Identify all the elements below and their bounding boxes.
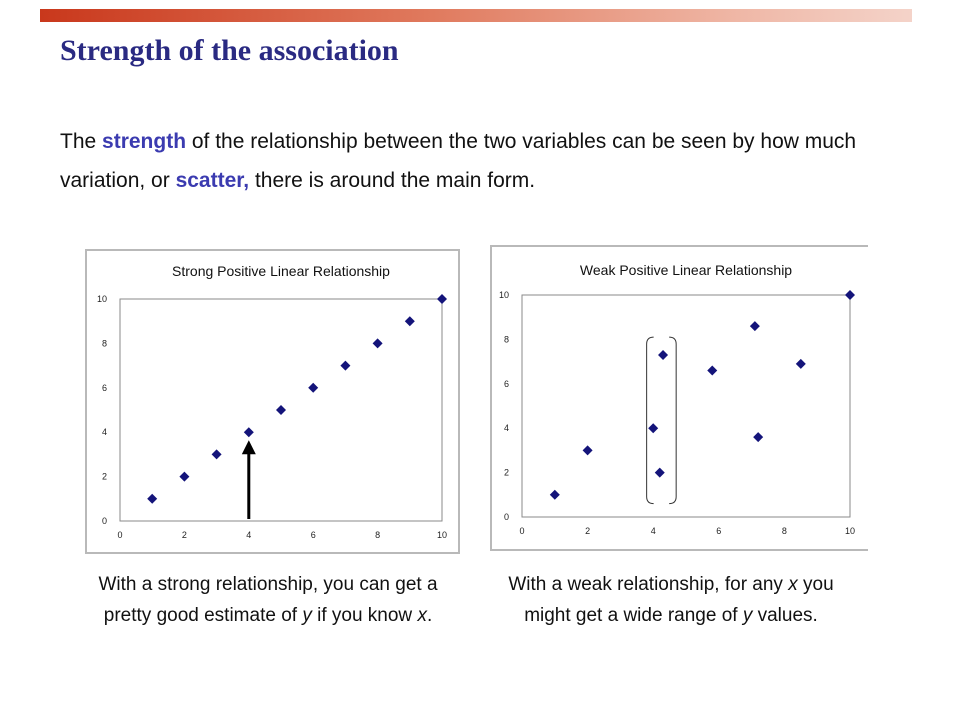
data-point [276,405,286,415]
data-point [658,350,668,360]
x-tick-label: 8 [375,530,381,540]
data-point [405,316,415,326]
y-tick-label: 4 [503,423,509,434]
data-point [437,294,447,304]
y-tick-label: 10 [498,290,509,300]
x-tick-label: 2 [585,526,591,536]
caption-weak-var-x: x [788,574,798,595]
x-tick-label: 6 [716,526,722,536]
caption-strong-part-1: With a strong relationship, you can get a pretty good estimate of [98,574,438,626]
strong-relationship-chart [85,249,460,554]
data-point [308,383,318,393]
data-point [550,490,560,500]
decorative-top-bar [40,9,912,22]
chart-title: Weak Positive Linear Relationship [579,262,793,278]
data-point [244,427,254,437]
caption-weak-part-2: you might get a wide range of [524,574,834,626]
y-tick-label: 2 [101,471,107,482]
y-tick-label: 0 [503,512,509,522]
data-point [750,321,760,331]
data-point [648,423,658,433]
body-paragraph [60,122,920,200]
data-point [707,365,717,375]
x-tick-label: 4 [246,530,252,540]
highlight-scatter: scatter, [175,169,250,192]
data-point [583,445,593,455]
highlight-strength: strength [102,130,187,153]
data-point [796,359,806,369]
x-tick-label: 2 [181,530,187,540]
data-point [373,338,383,348]
y-tick-label: 6 [503,378,509,389]
caption-strong-var-y: y [302,605,312,626]
y-tick-label: 6 [101,382,107,393]
data-point [655,468,665,478]
caption-strong-part-3: . [426,605,433,626]
slide-title: Strength of the association [60,34,399,67]
caption-strong-var-x: x [417,605,427,626]
data-point [147,494,157,504]
body-text-2: of the relationship between the two variables can be seen by how much variation, or [60,130,857,192]
data-point [845,290,855,300]
y-tick-label: 4 [101,427,107,438]
data-point [212,449,222,459]
x-tick-label: 0 [117,530,123,540]
data-point [753,432,763,442]
up-arrow-icon [242,440,256,454]
caption-weak-part-3: values. [752,605,818,626]
body-text-1: The [60,130,103,153]
left-bracket [647,337,654,504]
data-point [340,361,350,371]
y-tick-label: 10 [96,294,107,304]
strong-chart-svg [87,251,458,552]
weak-caption [496,569,846,631]
x-tick-label: 6 [310,530,316,540]
weak-relationship-chart [490,245,868,551]
strong-caption [98,569,438,631]
y-tick-label: 8 [503,334,509,345]
caption-weak-part-1: With a weak relationship, for any [508,574,789,595]
caption-strong-part-2: if you know [311,605,418,626]
plot-area-frame [522,295,850,517]
x-tick-label: 0 [519,526,525,536]
y-tick-label: 8 [101,338,107,349]
x-tick-label: 10 [844,526,856,536]
right-bracket [669,337,676,504]
x-tick-label: 4 [650,526,656,536]
y-tick-label: 2 [503,467,509,478]
body-text-3: there is around the main form. [249,169,536,192]
y-tick-label: 0 [101,516,107,526]
data-point [179,472,189,482]
x-tick-label: 8 [781,526,787,536]
chart-title: Strong Positive Linear Relationship [172,263,390,279]
caption-weak-var-y: y [742,605,753,626]
x-tick-label: 10 [436,530,448,540]
weak-chart-svg [492,247,868,549]
